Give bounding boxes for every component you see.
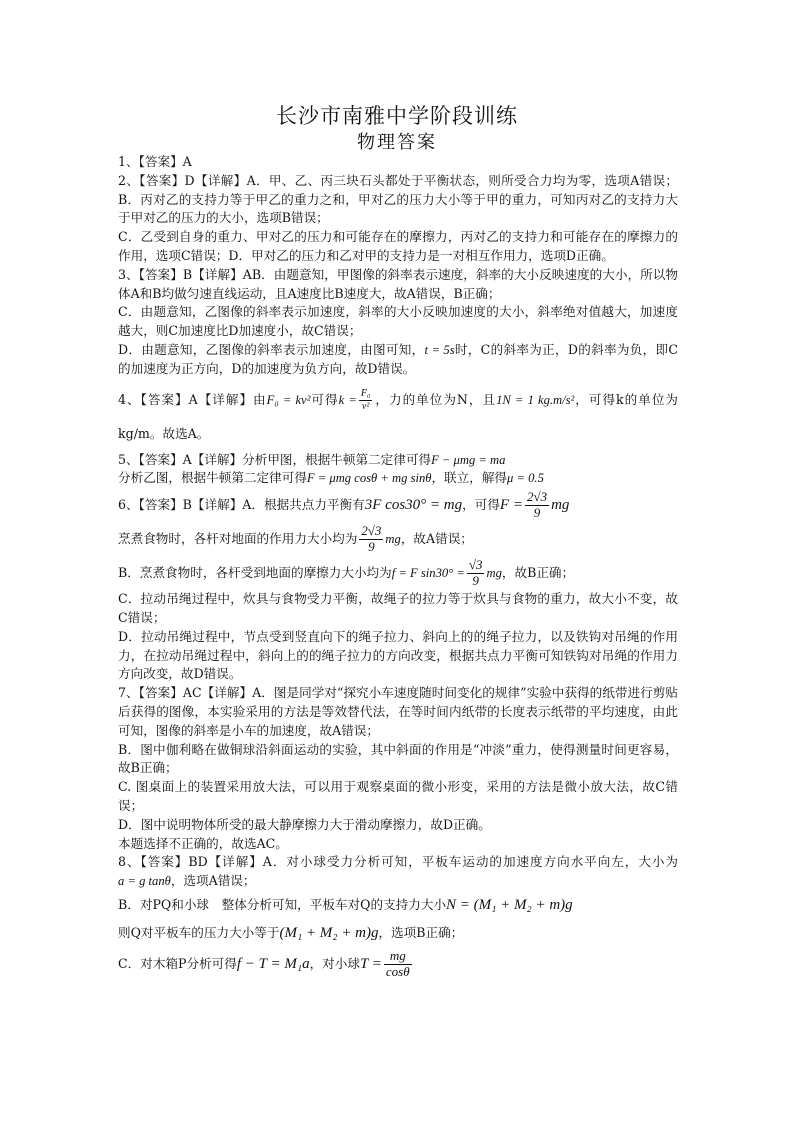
answer-7-part1: 7、【答案】AC【详解】A．图是同学对“探究小车速度随时间变化的规律”实验中获得的纸带进行剪贴后获得的图像，本实验采用的方法是等效替代法，在等时间内纸带的长度表示纸带的平均速度，由此可知，图像的斜率是小车的加速度，故A错误； <box>118 685 678 738</box>
answer-8-d-fraction-den: cosθ <box>385 963 410 979</box>
answer-7-part5: 本题选择不正确的，故选AC。 <box>118 835 288 851</box>
answer-3-part3 <box>118 341 678 379</box>
answer-6-text-d2: ，故B正确； <box>501 565 575 581</box>
answer-3-text-a: D．由题意知，乙图像的斜率表示加速度，由图可知， <box>118 341 425 357</box>
answer-1: 1、【答案】A <box>118 154 192 169</box>
answer-8-text-b: B．对PQ和小球 整体分析可知，平板车对Q的支持力大小 <box>118 896 447 912</box>
answer-3-text-b: 时，C的斜率为正，D的斜率为负，即C的加速度为正方向，D的加速度为负方向，故D错误。 <box>118 341 678 376</box>
answer-5-eq3: μ = 0.5 <box>507 471 544 486</box>
answer-4 <box>118 383 678 451</box>
answer-5-eq2: F = μmg cosθ + mg sinθ <box>306 471 432 486</box>
answer-6-c-fraction-num: 2√3 <box>361 523 382 539</box>
answer-8-b-eq: N = (M₁ + M₂ + m)g <box>446 896 573 913</box>
answer-4-eq3: 1N = 1 kg.m/s² <box>496 392 575 407</box>
answer-6-d-fraction-den: 9 <box>472 573 479 589</box>
answer-5-text-a: 5、【答案】A【详解】分析甲图，根据牛顿第二定律可得 <box>118 451 432 467</box>
answer-4-text-c: ，力的单位为N，且 <box>374 391 497 407</box>
answer-6-text-c2: ，故A错误； <box>400 531 473 547</box>
answer-5-text-c: ，联立，解得 <box>431 470 508 486</box>
answer-6-eq2: F = <box>499 497 523 514</box>
answer-6-d-fraction <box>467 558 485 589</box>
answer-4-fraction-den: v² <box>361 400 370 412</box>
answer-6-eq2b: mg <box>551 497 570 514</box>
answer-8-text-a: 8、【答案】BD【详解】A．对小球受力分析可知，平板车运动的加速度方向水平向左，大小为 <box>118 854 678 870</box>
answer-8-a-eq: a = g tanθ <box>118 874 171 889</box>
answer-8-text-c: 则Q对平板车的压力大小等于 <box>118 924 280 940</box>
answer-6-d-fraction-num: √3 <box>468 557 483 573</box>
answer-6-c-fraction <box>359 524 383 555</box>
answer-content <box>118 153 678 981</box>
answer-5-text-b: 分析乙图，根据牛顿第二定律可得 <box>118 470 307 486</box>
answer-8-text-d: C．对木箱P分析可得 <box>118 955 237 971</box>
answer-3-part2: C．由题意知，乙图像的斜率表示加速度，斜率的大小反映加速度的大小，斜率绝对值越大，加速度越大，则C加速度比D加速度小，故C错误； <box>118 304 678 339</box>
answer-6-eq1: 3F cos30° = mg <box>364 497 463 514</box>
answer-4-eq1: F₀ = kv² <box>266 392 311 407</box>
answer-2-part1: 2、【答案】D【详解】A．甲、乙、丙三块石头都处于平衡状态，则所受合力均为零，选项A错误；B．丙对乙的支持力等于甲乙的重力之和，甲对乙的压力大小等于甲的重力，可知丙对乙的支持力大于甲对乙的压力的大小，选项B错误； <box>118 172 678 226</box>
answer-8-c-eq: (M₁ + M₂ + m)g <box>279 924 379 941</box>
answer-6-text-b: ，可得 <box>462 497 500 513</box>
answer-4-text-a: 4、【答案】A【详解】由 <box>118 391 267 407</box>
answer-5-eq1: F − μmg = ma <box>431 452 506 467</box>
answer-3-equation: t = 5s <box>424 342 455 357</box>
answer-8-part2 <box>118 891 678 919</box>
answer-6-part1 <box>118 488 678 522</box>
answer-6-part2 <box>118 522 678 556</box>
answer-4-fraction <box>359 388 373 412</box>
answer-6-part4: C．拉动吊绳过程中，炊具与食物受力平衡，故绳子的拉力等于炊具与食物的重力，故大小不变，故C错误； <box>118 591 678 625</box>
answer-7-part3: C. 图桌面上的装置采用放大法，可以用于观察桌面的微小形变，采用的方法是微小放大法，故C错误； <box>118 779 678 813</box>
answer-8-text-a2: ，选项A错误； <box>170 873 256 889</box>
answer-4-text-b: 可得 <box>310 391 339 407</box>
answer-4-fraction-num: F₀ <box>360 388 371 400</box>
answer-6-fraction-den: 9 <box>533 505 541 521</box>
answer-6-text-d: B．烹煮食物时，各杆受到地面的摩擦力大小均为 <box>118 565 392 581</box>
answer-8-d-fraction <box>384 949 412 980</box>
answer-6-text-c: 烹煮食物时，各杆对地面的作用力大小均为 <box>118 531 358 547</box>
page-subtitle: 物理答案 <box>357 132 437 153</box>
answer-6-part5: D．拉动吊绳过程中，节点受到竖直向下的绳子拉力、斜向上的的绳子拉力，以及铁钩对吊绳的作用力，在拉动吊绳过程中，斜向上的的绳子拉力的方向改变，根据共点力平衡可知铁钩对吊绳的作用力方向改变，故D错误。 <box>118 628 678 682</box>
answer-6-d-eq: f = F sin30° = <box>391 566 465 581</box>
answer-5 <box>118 451 678 489</box>
answer-8-d-eq: f − T = M₁a <box>236 955 310 972</box>
answer-4-eq2: k = <box>338 392 357 407</box>
answer-8-part3 <box>118 919 678 947</box>
answer-8-d-fraction-num: mg <box>384 949 412 965</box>
answer-8-text-d2: ，对小球 <box>309 955 360 971</box>
answer-7-part4: D．图中说明物体所受的最大静摩擦力大于滑动摩擦力，故D正确。 <box>118 816 491 832</box>
answer-8-text-c2: ，选项B正确； <box>378 924 464 940</box>
answer-6-c-eq: mg <box>385 532 401 547</box>
answer-6-part3 <box>118 556 678 590</box>
answer-4-text-d: ，可得k的单位为kg/m。故选A。 <box>118 391 679 441</box>
answer-6-d-eq2: mg <box>486 566 502 581</box>
page-title: 长沙市南雅中学阶段训练 <box>276 104 518 128</box>
answer-6-text-a: 6、【答案】B【详解】A．根据共点力平衡有 <box>118 497 365 513</box>
answer-8-part1 <box>118 853 678 891</box>
answer-8-d-eq2: T = <box>359 955 382 972</box>
answer-6-c-fraction-den: 9 <box>368 539 375 555</box>
answer-6-fraction-num: 2√3 <box>526 489 548 505</box>
answer-7-part2: B．图中伽利略在做铜球沿斜面运动的实验，其中斜面的作用是“冲淡”重力，使得测量时间更容易，故B正确； <box>118 741 678 776</box>
answer-2-part2: C．乙受到自身的重力、甲对乙的压力和可能存在的摩擦力，丙对乙的支持力和可能存在的摩擦力的作用，选项C错误；D．甲对乙的压力和乙对甲的支持力是一对相互作用力，选项D正确。 <box>118 229 678 263</box>
answer-6-fraction <box>525 490 549 521</box>
answer-3-part1: 3、【答案】B【详解】AB．由题意知，甲图像的斜率表示速度，斜率的大小反映速度的大小，所以物体A和B均做匀速直线运动，且A速度比B速度大，故A错误，B正确； <box>118 266 678 301</box>
answer-8-part4 <box>118 947 678 981</box>
